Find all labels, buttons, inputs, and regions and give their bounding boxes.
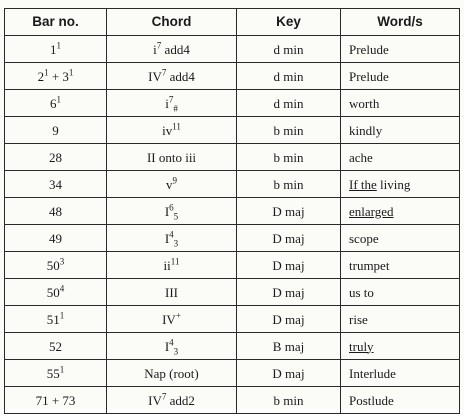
cell-chord — [107, 171, 237, 198]
text-segment: ii — [163, 257, 171, 273]
subscript: 5 — [173, 211, 179, 222]
table-row — [5, 36, 460, 63]
cell-words — [341, 63, 460, 90]
text-segment: 2 — [37, 68, 45, 84]
superscript: 4 — [169, 337, 174, 348]
cell-key: D maj — [237, 225, 341, 252]
text-segment: trumpet — [349, 257, 390, 273]
cell-bar-number — [5, 117, 107, 144]
header-key: Key — [237, 9, 341, 36]
superscript: 1 — [59, 364, 65, 375]
cell-bar-number — [5, 333, 107, 360]
cell-key: D maj — [237, 198, 341, 225]
table-row — [5, 360, 460, 387]
superscript: 4 — [169, 229, 174, 240]
superscript: 7 — [168, 94, 174, 105]
text-segment: 28 — [49, 149, 62, 165]
text-segment: living — [376, 176, 411, 192]
cell-key: D maj — [237, 252, 341, 279]
header-row — [5, 9, 460, 36]
text-segment: I — [164, 203, 170, 219]
table-row — [5, 144, 460, 171]
cell-chord — [107, 36, 237, 63]
table-row — [5, 117, 460, 144]
cell-words — [341, 225, 460, 252]
text-segment: + 3 — [48, 68, 69, 84]
cell-chord — [107, 333, 237, 360]
text-segment: IV — [148, 392, 162, 408]
cell-words — [341, 90, 460, 117]
cell-words — [341, 171, 460, 198]
cell-chord — [107, 198, 237, 225]
text-segment: add2 — [166, 392, 195, 408]
text-segment: Postlude — [349, 392, 394, 408]
text-segment: 34 — [49, 176, 62, 192]
cell-words — [341, 360, 460, 387]
text-segment: Interlude — [349, 365, 396, 381]
cell-key: b min — [237, 144, 341, 171]
cell-bar-number — [5, 63, 107, 90]
superscript: 4 — [59, 283, 65, 294]
cell-chord — [107, 117, 237, 144]
text-segment: ache — [349, 149, 373, 165]
text-segment: truly — [349, 338, 374, 354]
text-segment: 9 — [52, 122, 59, 138]
subscript: 3 — [173, 238, 179, 249]
superscript: 3 — [59, 256, 65, 267]
text-segment: 51 — [46, 311, 60, 327]
header-words: Word/s — [341, 9, 460, 36]
superscript: 1 — [59, 310, 65, 321]
cell-words — [341, 252, 460, 279]
superscript: + — [175, 310, 181, 321]
table-row — [5, 279, 460, 306]
header-bar: Bar no. — [5, 9, 107, 36]
subscript: 3 — [173, 346, 179, 357]
text-segment: enlarged — [349, 203, 394, 219]
text-segment: kindly — [349, 122, 383, 138]
cell-chord — [107, 387, 237, 414]
text-segment: v — [166, 176, 173, 192]
cell-key: b min — [237, 117, 341, 144]
cell-bar-number — [5, 279, 107, 306]
cell-key: D maj — [237, 279, 341, 306]
cell-chord — [107, 252, 237, 279]
table-row — [5, 252, 460, 279]
text-segment: Prelude — [349, 41, 389, 57]
cell-key: d min — [237, 90, 341, 117]
cell-key: b min — [237, 387, 341, 414]
cell-words — [341, 306, 460, 333]
table-row — [5, 225, 460, 252]
table-row — [5, 90, 460, 117]
text-segment: If the — [349, 176, 377, 192]
cell-key: D maj — [237, 360, 341, 387]
cell-bar-number — [5, 144, 107, 171]
text-segment: IV — [148, 68, 162, 84]
subscript: # — [173, 103, 178, 114]
superscript: 7 — [156, 40, 162, 51]
text-segment: 71 + 73 — [35, 392, 76, 408]
text-segment: 49 — [49, 230, 62, 246]
cell-chord — [107, 144, 237, 171]
text-segment: 50 — [46, 257, 60, 273]
cell-bar-number — [5, 387, 107, 414]
cell-chord — [107, 90, 237, 117]
text-segment: us to — [349, 284, 374, 300]
table-row — [5, 306, 460, 333]
cell-words — [341, 117, 460, 144]
cell-key: D maj — [237, 306, 341, 333]
superscript: 11 — [172, 121, 181, 132]
text-segment: add4 — [166, 68, 195, 84]
superscript: 9 — [172, 175, 177, 186]
cell-words — [341, 144, 460, 171]
cell-key: d min — [237, 36, 341, 63]
superscript: 11 — [170, 256, 180, 267]
cell-chord — [107, 360, 237, 387]
cell-bar-number — [5, 252, 107, 279]
cell-words — [341, 198, 460, 225]
text-segment: II onto iii — [146, 149, 197, 165]
cell-bar-number — [5, 36, 107, 63]
cell-chord — [107, 306, 237, 333]
text-segment: III — [165, 284, 178, 300]
cell-bar-number — [5, 198, 107, 225]
text-segment: rise — [349, 311, 368, 327]
cell-bar-number — [5, 306, 107, 333]
text-segment: Prelude — [349, 68, 389, 84]
cell-key: d min — [237, 63, 341, 90]
text-segment: scope — [349, 230, 379, 246]
text-segment: I — [164, 338, 170, 354]
cell-bar-number — [5, 360, 107, 387]
harmony-table — [4, 8, 460, 414]
superscript: 6 — [169, 202, 174, 213]
cell-bar-number — [5, 90, 107, 117]
text-segment: 6 — [50, 95, 57, 111]
cell-words — [341, 333, 460, 360]
superscript: 1 — [56, 94, 61, 105]
text-segment: 50 — [46, 284, 60, 300]
text-segment: I — [164, 230, 170, 246]
table-row — [5, 333, 460, 360]
cell-chord — [107, 225, 237, 252]
cell-words — [341, 36, 460, 63]
table-row — [5, 171, 460, 198]
text-segment: 48 — [49, 203, 62, 219]
table-row — [5, 387, 460, 414]
cell-chord — [107, 279, 237, 306]
cell-words — [341, 387, 460, 414]
header-chord: Chord — [107, 9, 237, 36]
text-segment: i — [165, 95, 169, 111]
text-segment: 52 — [49, 338, 62, 354]
text-segment: i — [153, 41, 157, 57]
superscript: 1 — [68, 67, 74, 78]
cell-bar-number — [5, 171, 107, 198]
superscript: 7 — [161, 391, 167, 402]
superscript: 1 — [56, 40, 61, 51]
table-row — [5, 198, 460, 225]
cell-words — [341, 279, 460, 306]
text-segment: add4 — [161, 41, 190, 57]
table-row — [5, 63, 460, 90]
superscript: 7 — [161, 67, 167, 78]
text-segment: 55 — [46, 365, 60, 381]
text-segment: worth — [349, 95, 380, 111]
text-segment: Nap (root) — [144, 365, 199, 381]
text-segment: 1 — [50, 41, 57, 57]
table-body — [5, 36, 460, 414]
text-segment: iv — [162, 122, 173, 138]
cell-key: B maj — [237, 333, 341, 360]
cell-bar-number — [5, 225, 107, 252]
cell-chord — [107, 63, 237, 90]
superscript: 1 — [44, 67, 49, 78]
text-segment: IV — [162, 311, 176, 327]
cell-key: b min — [237, 171, 341, 198]
